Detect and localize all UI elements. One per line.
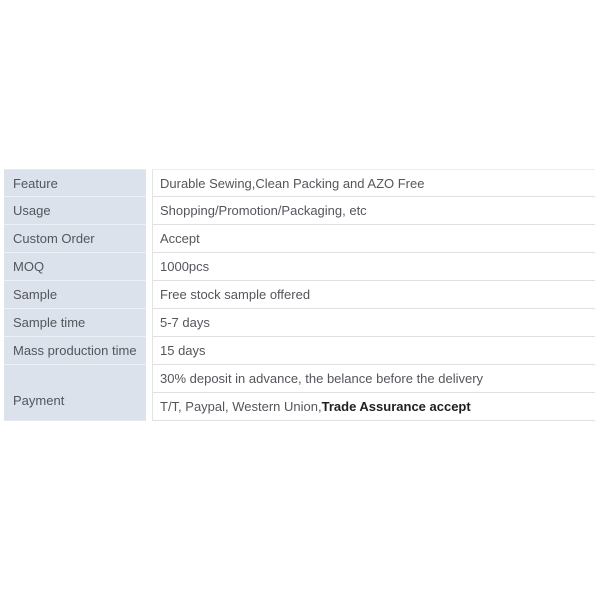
row-value: 5-7 days (152, 309, 595, 337)
product-spec-table (4, 169, 595, 421)
row-label: Mass production time (4, 337, 146, 365)
row-value: 1000pcs (152, 253, 595, 281)
row-value: Free stock sample offered (152, 281, 595, 309)
payment-methods-text: T/T, Paypal, Western Union, (160, 399, 322, 414)
table-row (4, 197, 595, 225)
trade-assurance-text: Trade Assurance accept (321, 399, 471, 414)
table-row (4, 281, 595, 309)
row-value: Durable Sewing,Clean Packing and AZO Free (152, 169, 595, 197)
table-row (4, 225, 595, 253)
payment-terms-line: 30% deposit in advance, the belance before the delivery (152, 365, 595, 393)
row-value: 15 days (152, 337, 595, 365)
table-row (4, 309, 595, 337)
table-row (4, 169, 595, 197)
table-row-payment (4, 365, 595, 421)
row-label: Feature (4, 169, 146, 197)
row-label: Usage (4, 197, 146, 225)
row-label: Custom Order (4, 225, 146, 253)
row-label: MOQ (4, 253, 146, 281)
row-label: Sample time (4, 309, 146, 337)
payment-values (152, 365, 595, 421)
row-label: Sample (4, 281, 146, 309)
row-value: Accept (152, 225, 595, 253)
row-value: Shopping/Promotion/Packaging, etc (152, 197, 595, 225)
row-label: Payment (4, 365, 146, 421)
table-row (4, 253, 595, 281)
payment-methods-line (152, 393, 595, 421)
table-row (4, 337, 595, 365)
